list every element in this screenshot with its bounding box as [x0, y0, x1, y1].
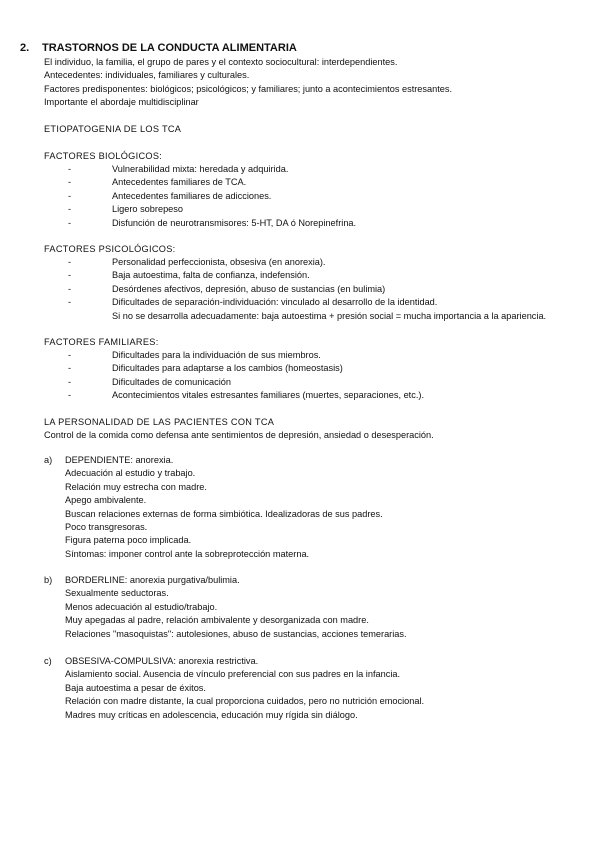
- list-item: - Acontecimientos vitales estresantes familiares (muertes, separaciones, etc.).: [88, 389, 424, 402]
- list-item: - Antecedentes familiares de TCA.: [88, 176, 356, 189]
- personality-type-a: [44, 454, 383, 561]
- list-item: - Vulnerabilidad mixta: heredada y adquirida.: [88, 163, 356, 176]
- personality-section: [44, 415, 434, 442]
- type-title-row: [44, 655, 424, 668]
- section-number: 2.: [20, 42, 30, 54]
- section-title-text: TRASTORNOS DE LA CONDUCTA ALIMENTARIA: [42, 42, 297, 54]
- etiopatogenia-heading: ETIOPATOGENIA DE LOS TCA: [44, 124, 182, 134]
- psychological-heading: FACTORES PSICOLÓGICOS:: [44, 244, 176, 254]
- biological-heading: FACTORES BIOLÓGICOS:: [44, 151, 163, 161]
- list-item: - Personalidad perfeccionista, obsesiva (en anorexia).: [88, 256, 546, 269]
- personality-intro: Control de la comida como defensa ante sentimientos de depresión, ansiedad o desesperación.: [44, 430, 434, 440]
- intro-line: Antecedentes: individuales, familiares y culturales.: [44, 70, 250, 81]
- type-line: Muy apegadas al padre, relación ambivalente y desorganizada con madre.: [65, 615, 369, 626]
- list-item: - Ligero sobrepeso: [88, 203, 356, 216]
- intro-block: [44, 56, 452, 110]
- personality-type-c: [44, 655, 424, 722]
- type-line: Síntomas: imponer control ante la sobreprotección materna.: [65, 548, 310, 559]
- list-item: - Dificultades de comunicación: [88, 376, 424, 389]
- type-line: Sexualmente seductoras.: [65, 588, 169, 599]
- type-title: BORDERLINE: anorexia purgativa/bulimia.: [65, 575, 240, 585]
- type-line: Menos adecuación al estudio/trabajo.: [65, 601, 218, 612]
- type-letter: b): [44, 575, 53, 585]
- type-title-row: [44, 454, 383, 467]
- type-line: Relaciones "masoquistas": autolesiones, abuso de sustancias, acciones temerarias.: [65, 628, 407, 639]
- type-line: Baja autoestima a pesar de éxitos.: [65, 682, 206, 693]
- intro-line: El individuo, la familia, el grupo de pares y el contexto sociocultural: interdependientes.: [44, 57, 398, 67]
- type-letter: c): [44, 656, 52, 666]
- type-line: Buscan relaciones externas de forma simbiótica. Idealizadoras de sus padres.: [65, 508, 383, 519]
- type-line: Poco transgresoras.: [65, 521, 148, 532]
- list-item: - Disfunción de neurotransmisores: 5-HT, DA ó Norepinefrina.: [88, 217, 356, 230]
- etiopatogenia-heading-block: [44, 122, 181, 136]
- psychological-factors: [44, 242, 546, 323]
- type-line: Relación con madre distante, la cual proporciona cuidados, pero no nutrición emocional.: [65, 696, 425, 707]
- family-list: [44, 349, 424, 403]
- list-continuation: Si no se desarrolla adecuadamente: baja autoestima + presión social = mucha importancia a la apariencia.: [112, 310, 547, 321]
- type-title: OBSESIVA-COMPULSIVA: anorexia restrictiva.: [65, 656, 259, 666]
- biological-factors: [44, 149, 356, 230]
- list-item: - Antecedentes familiares de adicciones.: [88, 190, 356, 203]
- type-title-row: [44, 574, 407, 587]
- intro-line: Importante el abordaje multidisciplinar: [44, 97, 199, 108]
- type-line: Aislamiento social. Ausencia de vínculo preferencial con sus padres en la infancia.: [65, 669, 401, 680]
- section-title: [20, 42, 297, 54]
- type-title: DEPENDIENTE: anorexia.: [65, 455, 174, 465]
- personality-heading: LA PERSONALIDAD DE LAS PACIENTES CON TCA: [44, 417, 275, 427]
- type-line: Madres muy críticas en adolescencia, educación muy rígida sin diálogo.: [65, 709, 358, 720]
- list-item: - Dificultades para la individuación de sus miembros.: [88, 349, 424, 362]
- list-item: - Dificultades para adaptarse a los cambios (homeostasis): [88, 362, 424, 375]
- type-line: Figura paterna poco implicada.: [65, 535, 192, 546]
- type-line: Adecuación al estudio y trabajo.: [65, 468, 196, 479]
- list-item: - Desórdenes afectivos, depresión, abuso de sustancias (en bulimia): [88, 283, 546, 296]
- list-item: - Baja autoestima, falta de confianza, indefensión.: [88, 269, 546, 282]
- type-line: Apego ambivalente.: [65, 495, 147, 506]
- intro-line: Factores predisponentes: biológicos; psicológicos; y familiares; junto a acontecimientos estresantes.: [44, 83, 453, 94]
- family-factors: [44, 335, 424, 403]
- family-heading: FACTORES FAMILIARES:: [44, 337, 159, 347]
- personality-type-b: [44, 574, 407, 641]
- type-letter: a): [44, 455, 53, 465]
- list-item: - Dificultades de separación-individuación: vinculado al desarrollo de la identidad.: [88, 296, 546, 309]
- biological-list: [44, 163, 356, 230]
- type-line: Relación muy estrecha con madre.: [65, 481, 207, 492]
- psychological-list: [44, 256, 546, 310]
